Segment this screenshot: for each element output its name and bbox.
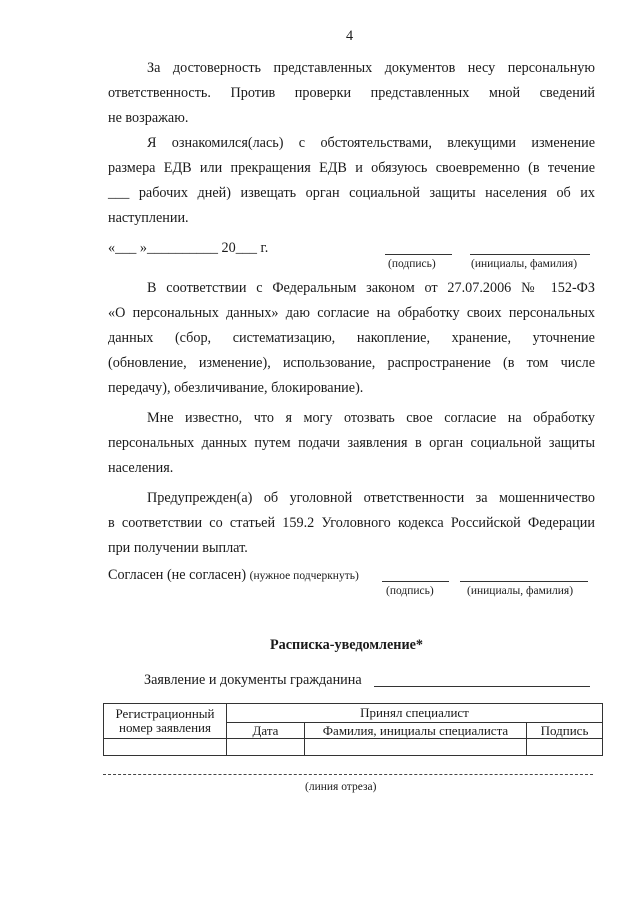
signature-caption: (подпись) <box>388 258 436 270</box>
paragraph-line: населения. <box>108 460 174 476</box>
signature-caption: (подпись) <box>386 585 434 597</box>
accepted-by-header: Принял специалист <box>227 704 603 723</box>
paragraph-line: Мне известно, что я могу отозвать свое согласие на обработку <box>147 410 595 426</box>
paragraph-line: ___ рабочих дней) извещать орган социальной защиты населения об их <box>108 185 595 201</box>
initials-caption: (инициалы, фамилия) <box>471 258 578 270</box>
table-row <box>104 704 603 723</box>
initials-caption: (инициалы, фамилия) <box>467 585 574 597</box>
initials-underline <box>460 581 588 582</box>
page-number: 4 <box>346 28 354 44</box>
receipt-title: Расписка-уведомление* <box>270 637 424 653</box>
date-header: Дата <box>227 723 305 739</box>
receipt-applicant-label: Заявление и документы гражданина <box>144 672 362 688</box>
specialist-name-header: Фамилия, инициалы специалиста <box>305 723 527 739</box>
paragraph-line: наступлении. <box>108 210 189 226</box>
header-line: номер заявления <box>119 720 211 735</box>
table-row <box>104 739 603 756</box>
table-cell[interactable] <box>104 739 227 756</box>
table-cell[interactable] <box>527 739 603 756</box>
paragraph-line: персональных данных путем подачи заявления в орган социальной защиты <box>108 435 595 451</box>
consent-label <box>108 563 359 589</box>
paragraph-line: В соответствии с Федеральным законом от 27.07.2006 № 152-ФЗ <box>147 280 595 296</box>
cut-line <box>103 774 593 775</box>
paragraph-line: в соответствии со статьей 159.2 Уголовного кодекса Российской Федерации <box>108 515 595 531</box>
header-line: Регистрационный <box>115 706 215 721</box>
paragraph-line: данных (сбор, систематизацию, накопление, хранение, уточнение <box>108 330 595 346</box>
paragraph-line: (обновление, изменение), использование, распространение (в том числе <box>108 355 595 371</box>
signature-underline <box>382 581 449 582</box>
paragraph-line: Я ознакомился(лась) с обстоятельствами, влекущими изменение <box>147 135 595 151</box>
registration-number-header <box>104 704 227 739</box>
paragraph-line: размера ЕДВ или прекращения ЕДВ и обязуюсь своевременно (в течение <box>108 160 595 176</box>
paragraph-line: Предупрежден(а) об уголовной ответственности за мошенничество <box>147 490 595 506</box>
consent-note: (нужное подчеркнуть) <box>249 570 359 582</box>
paragraph-line: при получении выплат. <box>108 540 248 556</box>
paragraph-line: не возражаю. <box>108 110 189 126</box>
registration-table <box>103 703 603 756</box>
signature-header: Подпись <box>527 723 603 739</box>
date-line: «___ »__________ 20___ г. <box>108 240 269 256</box>
consent-text: Согласен (не согласен) <box>108 567 247 583</box>
table-cell[interactable] <box>305 739 527 756</box>
applicant-name-underline <box>374 686 590 687</box>
signature-underline <box>385 254 452 255</box>
paragraph-line: За достоверность представленных документов несу персональную <box>147 60 595 76</box>
table-cell[interactable] <box>227 739 305 756</box>
paragraph-line: передачу), обезличивание, блокирование). <box>108 380 364 396</box>
cut-line-caption: (линия отреза) <box>305 781 377 793</box>
paragraph-line: «О персональных данных» даю согласие на обработку своих персональных <box>108 305 595 321</box>
initials-underline <box>470 254 590 255</box>
paragraph-line: ответственность. Против проверки представленных мной сведений <box>108 85 595 101</box>
